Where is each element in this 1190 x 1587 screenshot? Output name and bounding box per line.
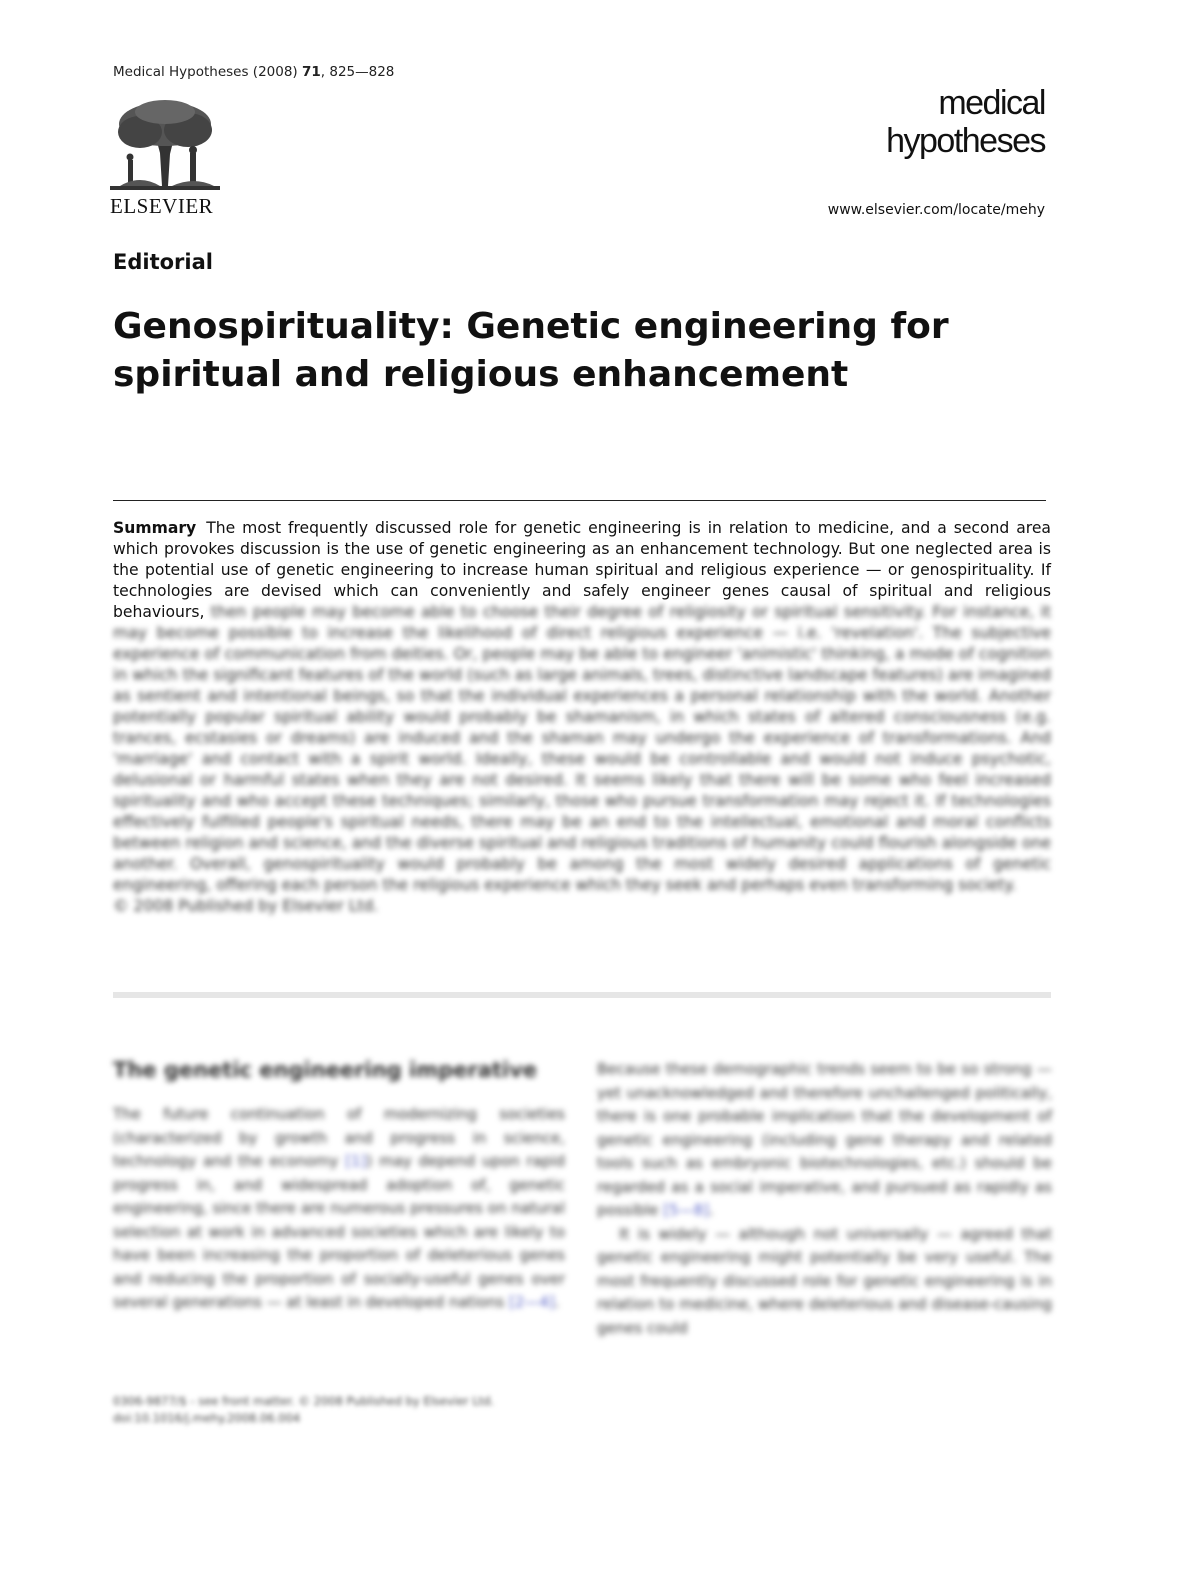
citation-link[interactable]: [1] (345, 1152, 367, 1170)
header-divider (113, 500, 1046, 501)
citation-link[interactable]: [5—8] (663, 1201, 709, 1219)
journal-url[interactable]: www.elsevier.com/locate/mehy (827, 202, 1045, 218)
article-type: Editorial (113, 250, 213, 274)
body-paragraph (597, 1058, 1052, 1223)
body-column-left (113, 1103, 565, 1315)
footnote (113, 1393, 593, 1427)
citation-link[interactable]: [2—4] (508, 1293, 555, 1311)
body-column-right (597, 1058, 1052, 1340)
citation-prefix: Medical Hypotheses (2008) (113, 64, 302, 80)
abstract-copyright: © 2008 Published by Elsevier Ltd. (113, 897, 379, 915)
body-text: ) may depend upon rapid progress in, and widespread adoption of, genetic engineering, since there are numerous pressures on natural selection at work in advanced societies which are likely to have been increasing the proportion of deleterious genes and reducing the proportion of socially-useful genes over several generations — at least in developed nations (113, 1152, 566, 1311)
elsevier-logo (110, 98, 222, 219)
publisher-name: ELSEVIER (110, 194, 214, 218)
journal-wordmark (886, 84, 1045, 160)
footnote-doi: doi:10.1016/j.mehy.2008.06.004 (113, 1411, 301, 1425)
abstract-divider (113, 992, 1051, 998)
journal-wordmark-line2: hypotheses (886, 122, 1045, 160)
body-text: The future continuation of modernizing societies (characterized by growth and progress in science, technology and the economy (113, 1105, 565, 1170)
journal-citation (113, 64, 394, 80)
citation-volume: 71 (301, 64, 321, 80)
journal-wordmark-line1: medical (938, 84, 1045, 122)
abstract (113, 518, 1051, 917)
citation-pages: , 825—828 (320, 64, 395, 80)
body-text: . (708, 1201, 714, 1219)
abstract-label: Summary (113, 519, 197, 537)
body-paragraph: It is widely — although not universally — agreed that genetic engineering might potentially be very useful. The most frequently discussed role for genetic engineering is in relation to medicine, where deleterious and disease-causing genes could (597, 1224, 1052, 1337)
footnote-issn: 0306-9877/$ - see front matter. © 2008 Published by Elsevier Ltd. (113, 1394, 495, 1408)
abstract-visible-text: The most frequently discussed role for genetic engineering is in relation to medicine, and a second area which provokes discussion is the use of genetic engineering as an enhancement technology. But one neglected area is the potential use of genetic engineering to increase human spiritual and religious experience — or genospirituality. If technologies are devised which can conveniently and safely engineer genes causal of spiritual and religious behaviours, (113, 519, 1051, 621)
body-text: Because these demographic trends seem to be so strong — yet unacknowledged and therefore unchallenged politically, there is one probable implication that the development of genetic engineering (including gene therapy and related tools such as embryonic biotechnologies, etc.) should be regarded as a social imperative, and pursued as rapidly as possible (597, 1060, 1052, 1219)
abstract-obscured-text: then people may become able to choose their degree of religiosity or spiritual sensitivity. For instance, it may become possible to increase the likelihood of direct religious experience — i.e. 'revelation'. The subjective experience of communication from deities. Or, people may be able to engineer 'animistic' thinking, a mode of cognition in which the significant features of the world (such as large animals, trees, distinctive landscape features) are imagined as sentient and intentional beings, so that the individual experiences a personal relationship with the world. Another potentially popular spiritual ability would probably be shamanism, in which states of altered consciousness (e.g. trances, ecstasies or dreams) are induced and the shaman may undergo the experience of transformations. And 'marriage' and contact with a spirit world. Ideally, these would be controllable and would not induce psychotic, delusional or harmful states when they are not desired. It seems likely that there will be some who feel increased spirituality and who accept these techniques; similarly, those who pursue transformation may reject it. If technologies effectively fulfilled people's spiritual needs, there may be an end to the intellectual, emotional and moral conflicts between religion and science, and the diverse spiritual and religious traditions of humanity could flourish alongside one another. Overall, genospirituality would probably be among the most widely desired applications of genetic engineering, offering each person the religious experience which they seek and perhaps even transforming society. (113, 603, 1051, 894)
section-heading: The genetic engineering imperative (113, 1058, 538, 1082)
body-text: . (554, 1293, 560, 1311)
article-title: Genospirituality: Genetic engineering for spiritual and religious enhancement (113, 306, 949, 395)
elsevier-tree-icon (110, 98, 220, 192)
